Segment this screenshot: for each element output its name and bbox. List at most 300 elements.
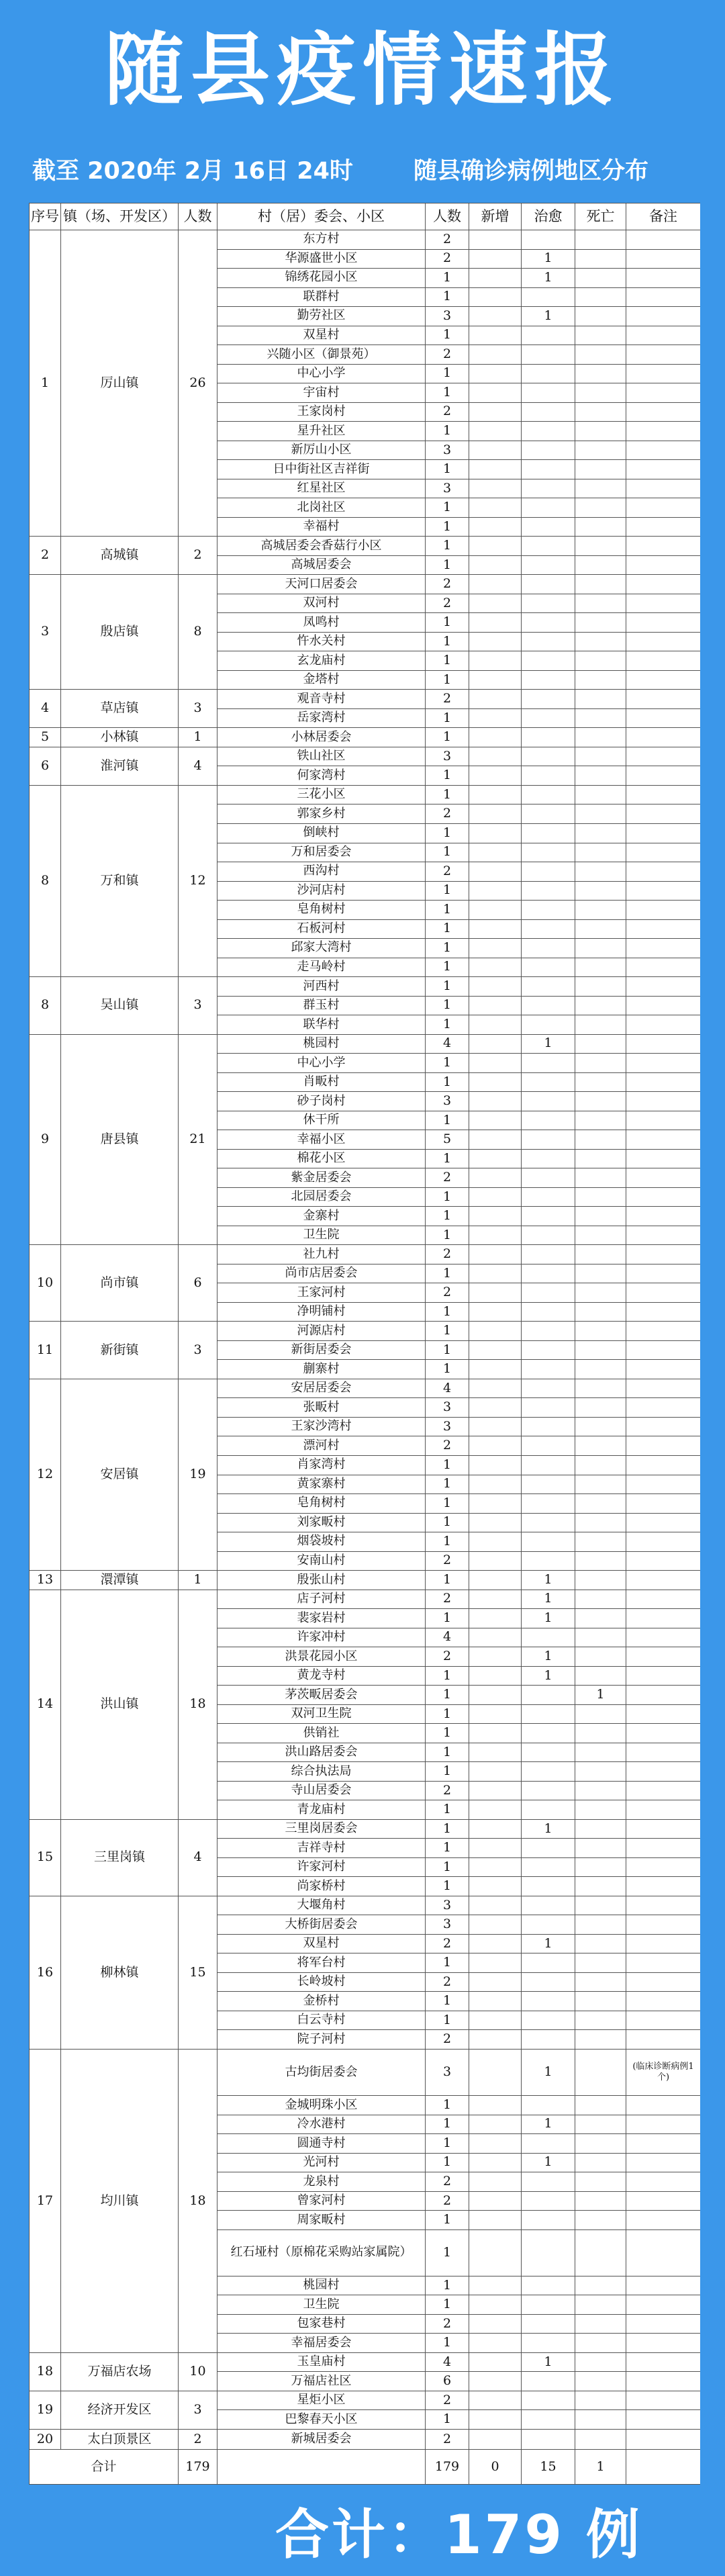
village-count-cell: 2 [426,1245,469,1264]
town-count-cell: 3 [179,690,218,728]
village-count-cell: 1 [426,785,469,804]
death-cell [575,1092,626,1111]
village-name-cell: 玉皇庙村 [218,2352,426,2372]
note-cell [626,2211,701,2230]
death-cell [575,1972,626,1992]
village-name-cell: 寺山居委会 [218,1781,426,1800]
town-name-cell: 厉山镇 [61,230,179,537]
village-count-cell: 1 [426,1532,469,1552]
new-cases-cell [469,383,522,403]
town-name-cell: 淮河镇 [61,747,179,785]
village-name-cell: 砂子岗村 [218,1092,426,1111]
village-name-cell: 忤水关村 [218,632,426,651]
village-count-cell: 1 [426,1609,469,1628]
village-count-cell: 1 [426,1264,469,1283]
table-header-row [30,203,701,230]
new-cases-cell [469,2011,522,2030]
new-cases-cell [469,1915,522,1935]
village-name-cell: 何家湾村 [218,766,426,786]
new-cases-cell [469,307,522,326]
village-count-cell: 1 [426,364,469,383]
town-count-cell: 21 [179,1034,218,1245]
note-cell [626,1130,701,1150]
cured-cell [522,2372,575,2391]
village-count-cell: 2 [426,1590,469,1609]
note-cell [626,1436,701,1456]
table-row [30,1245,701,1264]
death-cell [575,2011,626,2030]
town-name-cell: 吴山镇 [61,977,179,1035]
village-name-cell: 金城明珠小区 [218,2096,426,2115]
village-name-cell: 光河村 [218,2153,426,2172]
new-cases-cell [469,823,522,843]
village-count-cell: 2 [426,690,469,709]
village-count-cell: 1 [426,958,469,977]
village-count-cell: 2 [426,1283,469,1303]
village-name-cell: 北园居委会 [218,1187,426,1207]
new-cases-cell [469,460,522,479]
village-name-cell: 曾家河村 [218,2191,426,2211]
town-count-cell: 15 [179,1896,218,2049]
village-count-cell: 3 [426,2049,469,2095]
death-cell [575,785,626,804]
town-count-cell: 18 [179,1590,218,1819]
note-cell [626,1283,701,1303]
note-cell [626,1571,701,1590]
note-cell [626,364,701,383]
new-cases-cell [469,2030,522,2050]
note-cell [626,1226,701,1245]
new-cases-cell [469,537,522,556]
death-cell [575,555,626,575]
new-cases-cell [469,1207,522,1226]
village-name-cell: 华源盛世小区 [218,249,426,269]
village-count-cell: 1 [426,843,469,862]
death-cell [575,594,626,613]
death-cell [575,1015,626,1035]
new-cases-cell [469,670,522,690]
cured-cell [522,996,575,1015]
village-count-cell: 3 [426,1092,469,1111]
town-count-cell: 12 [179,785,218,976]
cured-cell [522,441,575,460]
village-name-cell: 洪景花园小区 [218,1647,426,1667]
distribution-subtitle: 随县确诊病例地区分布 [414,158,649,185]
cured-cell [522,555,575,575]
note-cell [626,1819,701,1839]
death-cell [575,1494,626,1514]
cured-cell [522,1379,575,1398]
village-name-cell: 勤劳社区 [218,307,426,326]
note-cell: (临床诊断病例1个) [626,2049,701,2095]
death-cell [575,2096,626,2115]
new-cases-cell [469,2115,522,2134]
town-name-cell: 万福店农场 [61,2352,179,2391]
cured-cell [522,708,575,728]
new-cases-cell [469,517,522,537]
town-name-cell: 高城镇 [61,537,179,575]
town-count-cell: 10 [179,2352,218,2391]
note-cell [626,1609,701,1628]
village-count-cell: 2 [426,1647,469,1667]
village-name-cell: 高城居委会 [218,555,426,575]
table-row [30,1590,701,1609]
note-cell [626,996,701,1015]
cured-cell [522,1015,575,1035]
note-cell [626,2096,701,2115]
cured-cell [522,1972,575,1992]
town-name-cell: 万和镇 [61,785,179,976]
death-cell [575,862,626,882]
village-count-cell: 1 [426,555,469,575]
table-row [30,537,701,556]
death-cell [575,1513,626,1532]
note-cell [626,613,701,633]
cured-cell [522,460,575,479]
table-row [30,230,701,250]
note-cell [626,1322,701,1341]
new-cases-cell [469,1264,522,1283]
village-name-cell: 皂角树村 [218,1494,426,1514]
death-cell [575,690,626,709]
note-cell [626,2030,701,2050]
village-count-cell: 1 [426,2295,469,2315]
village-count-cell: 4 [426,1628,469,1647]
cured-cell [522,1743,575,1762]
village-count-cell: 1 [426,326,469,345]
cured-cell: 1 [522,1590,575,1609]
new-cases-cell [469,1762,522,1782]
village-count-cell: 1 [426,422,469,441]
note-cell [626,939,701,958]
death-cell [575,479,626,498]
death-cell [575,2229,626,2276]
village-count-cell: 1 [426,708,469,728]
note-cell [626,383,701,403]
death-cell [575,1819,626,1839]
village-name-cell: 联华村 [218,1015,426,1035]
death-cell [575,1245,626,1264]
note-cell [626,2314,701,2334]
town-count-cell: 1 [179,728,218,747]
note-cell [626,2295,701,2315]
cured-cell: 1 [522,1647,575,1667]
death-cell [575,2211,626,2230]
death-cell [575,422,626,441]
village-count-cell: 1 [426,1187,469,1207]
group-number-cell: 3 [30,575,61,690]
village-count-cell: 1 [426,537,469,556]
cured-cell [522,1877,575,1896]
note-cell [626,843,701,862]
death-cell [575,1034,626,1054]
header-cell: 人数 [426,203,469,230]
cured-cell [522,1417,575,1436]
cured-cell [522,1513,575,1532]
note-cell [626,1877,701,1896]
village-name-cell: 星炬小区 [218,2391,426,2410]
town-name-cell: 新街镇 [61,1322,179,1379]
death-cell [575,307,626,326]
village-count-cell: 2 [426,2429,469,2449]
village-count-cell: 1 [426,823,469,843]
death-cell [575,1340,626,1360]
death-cell [575,1647,626,1667]
table-row [30,977,701,997]
new-cases-cell [469,651,522,671]
new-cases-cell [469,2334,522,2353]
note-cell [626,901,701,920]
village-count-cell: 1 [426,1571,469,1590]
new-cases-cell [469,2314,522,2334]
note-cell [626,249,701,269]
village-count-cell: 1 [426,1207,469,1226]
new-cases-cell [469,1857,522,1877]
note-cell [626,708,701,728]
town-count-cell: 1 [179,1571,218,1590]
new-cases-cell [469,594,522,613]
village-name-cell: 双河卫生院 [218,1704,426,1724]
note-cell [626,517,701,537]
death-cell [575,1283,626,1303]
village-count-cell: 1 [426,1015,469,1035]
village-count-cell: 1 [426,1857,469,1877]
table-row [30,690,701,709]
town-count-cell: 3 [179,1322,218,1379]
cured-cell [522,2096,575,2115]
note-cell [626,785,701,804]
new-cases-cell [469,287,522,307]
village-name-cell: 幸福小区 [218,1130,426,1150]
cured-cell [522,1207,575,1226]
village-count-cell: 2 [426,230,469,250]
cured-cell [522,881,575,901]
new-cases-cell [469,901,522,920]
cured-cell: 1 [522,2115,575,2134]
group-number-cell: 20 [30,2429,61,2449]
village-count-cell: 1 [426,1340,469,1360]
header-cell: 序号 [30,203,61,230]
death-cell [575,269,626,288]
table-row [30,575,701,594]
new-cases-cell [469,1800,522,1820]
cured-cell [522,766,575,786]
new-cases-cell [469,939,522,958]
village-name-cell: 万和居委会 [218,843,426,862]
new-cases-cell [469,2372,522,2391]
note-cell [626,670,701,690]
death-cell [575,1207,626,1226]
table-row [30,1896,701,1915]
death-cell [575,1149,626,1168]
note-cell [626,1149,701,1168]
village-count-cell: 1 [426,939,469,958]
town-count-cell: 4 [179,1819,218,1896]
cured-cell: 1 [522,249,575,269]
new-cases-cell [469,862,522,882]
cured-cell [522,651,575,671]
new-cases-cell [469,2391,522,2410]
death-cell [575,2391,626,2410]
new-cases-cell [469,1034,522,1054]
group-number-cell: 5 [30,728,61,747]
new-cases-cell [469,2295,522,2315]
death-cell [575,1992,626,2011]
cured-cell [522,1857,575,1877]
cured-cell [522,2211,575,2230]
village-name-cell: 洪山路居委会 [218,1743,426,1762]
village-count-cell: 2 [426,1972,469,1992]
note-cell [626,1686,701,1705]
village-count-cell: 4 [426,2352,469,2372]
village-count-cell: 1 [426,766,469,786]
cured-cell [522,1800,575,1820]
group-number-cell: 18 [30,2352,61,2391]
new-cases-cell [469,1130,522,1150]
new-cases-cell [469,1934,522,1953]
group-number-cell: 19 [30,2391,61,2429]
death-cell [575,1072,626,1092]
new-cases-cell [469,2276,522,2295]
new-cases-cell [469,690,522,709]
village-name-cell: 红星社区 [218,479,426,498]
group-number-cell: 1 [30,230,61,537]
village-name-cell: 紫金居委会 [218,1168,426,1188]
note-cell [626,269,701,288]
village-name-cell: 安南山村 [218,1551,426,1571]
death-cell [575,1398,626,1418]
table-row [30,785,701,804]
cured-cell [522,919,575,939]
new-cases-cell [469,1015,522,1035]
death-cell [575,2191,626,2211]
cured-cell [522,843,575,862]
death-cell [575,1609,626,1628]
new-cases-cell [469,881,522,901]
village-count-cell: 4 [426,1379,469,1398]
new-cases-cell [469,2429,522,2449]
new-cases-cell [469,613,522,633]
village-count-cell: 2 [426,2191,469,2211]
death-cell [575,1302,626,1322]
death-cell [575,1724,626,1743]
note-cell [626,747,701,766]
note-cell [626,2429,701,2449]
note-cell [626,575,701,594]
new-cases-cell [469,249,522,269]
new-cases-cell [469,1628,522,1647]
village-name-cell: 龙泉村 [218,2172,426,2192]
village-count-cell: 1 [426,1513,469,1532]
cured-cell [522,1896,575,1915]
death-cell [575,1934,626,1953]
note-cell [626,1417,701,1436]
village-count-cell: 3 [426,1417,469,1436]
village-count-cell: 1 [426,1686,469,1705]
town-name-cell: 三里岗镇 [61,1819,179,1896]
village-name-cell: 日中街社区吉祥街 [218,460,426,479]
cured-cell [522,2429,575,2449]
village-count-cell: 2 [426,249,469,269]
new-cases-cell [469,2352,522,2372]
village-count-cell: 1 [426,2115,469,2134]
death-cell [575,345,626,365]
village-name-cell: 桃园村 [218,1034,426,1054]
death-cell [575,881,626,901]
cured-cell [522,1398,575,1418]
note-cell [626,1800,701,1820]
village-name-cell: 凤鸣村 [218,613,426,633]
cured-cell [522,517,575,537]
village-count-cell: 2 [426,1168,469,1188]
death-cell [575,728,626,747]
new-cases-cell [469,708,522,728]
cured-cell [522,958,575,977]
village-count-cell: 1 [426,2410,469,2430]
cured-cell [522,2172,575,2192]
note-cell [626,1551,701,1571]
note-cell [626,1532,701,1552]
town-name-cell: 柳林镇 [61,1896,179,2049]
death-cell [575,2295,626,2315]
cured-cell: 1 [522,269,575,288]
village-name-cell: 三花小区 [218,785,426,804]
note-cell [626,1054,701,1073]
new-cases-cell [469,555,522,575]
village-name-cell: 大桥街居委会 [218,1915,426,1935]
cured-cell [522,1436,575,1456]
village-name-cell: 裴家岩村 [218,1609,426,1628]
group-number-cell: 15 [30,1819,61,1896]
death-cell [575,843,626,862]
cured-cell [522,1054,575,1073]
new-cases-cell [469,1992,522,2011]
death-cell [575,1953,626,1973]
village-name-cell: 河源店村 [218,1322,426,1341]
cured-cell [522,498,575,518]
death-cell [575,977,626,997]
table-body [30,230,701,2450]
new-cases-cell [469,269,522,288]
village-name-cell: 邱家大湾村 [218,939,426,958]
new-cases-cell [469,632,522,651]
cured-cell [522,2314,575,2334]
village-name-cell: 黄家寨村 [218,1475,426,1494]
death-cell [575,1666,626,1686]
village-count-cell: 2 [426,862,469,882]
cured-cell [522,1360,575,1379]
village-name-cell: 肖家湾村 [218,1456,426,1475]
new-cases-cell [469,1724,522,1743]
village-name-cell: 金寨村 [218,1207,426,1226]
group-number-cell: 13 [30,1571,61,1590]
note-cell [626,1647,701,1667]
village-count-cell: 2 [426,345,469,365]
cured-cell: 1 [522,1819,575,1839]
village-name-cell: 群玉村 [218,996,426,1015]
village-name-cell: 将军台村 [218,1953,426,1973]
cured-cell [522,1072,575,1092]
group-number-cell: 10 [30,1245,61,1322]
village-count-cell: 1 [426,1226,469,1245]
note-cell [626,1896,701,1915]
new-cases-cell [469,1302,522,1322]
cured-cell: 1 [522,2352,575,2372]
village-name-cell: 沙河店村 [218,881,426,901]
death-cell [575,326,626,345]
cured-cell [522,1111,575,1130]
new-cases-cell [469,1571,522,1590]
